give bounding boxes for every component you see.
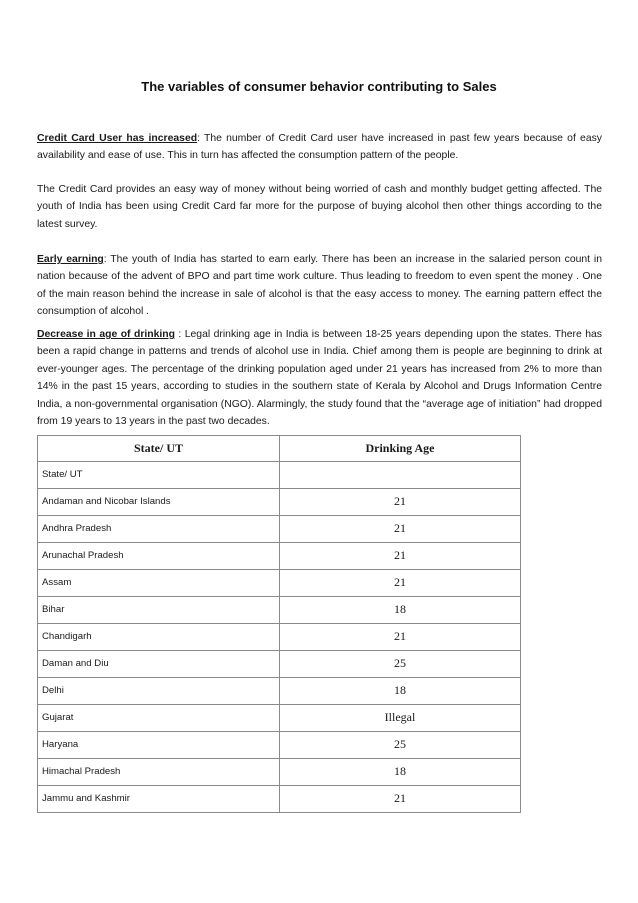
early-earning-heading: Early earning	[37, 254, 104, 265]
credit-card-paragraph-2: The Credit Card provides an easy way of money without being worried of cash and monthly budget getting affected. The youth of India has been using Credit Card far more for the purpose of buying alcohol then other things according to the latest survey.	[37, 184, 602, 230]
state-cell: Andaman and Nicobar Islands	[38, 489, 280, 516]
table-row	[38, 489, 521, 516]
drinking-age-text: : Legal drinking age in India is between 18-25 years depending upon the states. There has been a rapid change in patterns and trends of alcohol use in India. Chief among them is people are beginning to drink at ever-younger ages. The percentage of the drinking population aged under 21 years has increased from 2% to more than 14% in the past 15 years, according to studies in the southern state of Kerala by Alcohol and Drugs Information Centre India, a non-governmental organisation (NGO). Alarmingly, the study found that the “average age of initiation” had dropped from 19 years to 13 years in the past two decades.	[37, 329, 602, 428]
table-row	[38, 651, 521, 678]
state-cell: Himachal Pradesh	[38, 759, 280, 786]
state-cell: Chandigarh	[38, 624, 280, 651]
drinking-age-cell: 21	[280, 786, 521, 813]
state-cell: Jammu and Kashmir	[38, 786, 280, 813]
table-row	[38, 759, 521, 786]
table-row	[38, 732, 521, 759]
drinking-age-table	[37, 435, 521, 813]
state-cell: Arunachal Pradesh	[38, 543, 280, 570]
drinking-age-cell: 21	[280, 516, 521, 543]
table-row	[38, 624, 521, 651]
drinking-age-cell: 25	[280, 651, 521, 678]
state-cell: Haryana	[38, 732, 280, 759]
table-row	[38, 786, 521, 813]
table-header-row	[38, 436, 521, 462]
drinking-age-cell: 18	[280, 678, 521, 705]
credit-card-heading: Credit Card User has increased	[37, 133, 198, 144]
drinking-age-cell: 18	[280, 597, 521, 624]
table-row	[38, 570, 521, 597]
subheader-state: State/ UT	[38, 462, 280, 489]
header-drinking-age: Drinking Age	[280, 436, 521, 462]
drinking-age-cell: 21	[280, 570, 521, 597]
drinking-age-cell: 25	[280, 732, 521, 759]
drinking-age-paragraph	[37, 326, 602, 430]
early-earning-text: : The youth of India has started to earn early. There has been an increase in the salaried person count in nation because of the advent of BPO and part time work culture. Thus leading to freedom to even spent the money . One of the main reason behind the increase in sale of alcohol is that the easy access to money. The earning pattern effect the consumption of alcohol .	[37, 254, 602, 318]
state-cell: Bihar	[38, 597, 280, 624]
table-row	[38, 597, 521, 624]
page-title: The variables of consumer behavior contributing to Sales	[141, 79, 497, 94]
header-state: State/ UT	[38, 436, 280, 462]
state-cell: Gujarat	[38, 705, 280, 732]
table-row	[38, 543, 521, 570]
drinking-age-heading: Decrease in age of drinking	[37, 329, 175, 340]
state-cell: Daman and Diu	[38, 651, 280, 678]
subheader-age	[280, 462, 521, 489]
table-row	[38, 678, 521, 705]
drinking-age-cell: 21	[280, 624, 521, 651]
table-row	[38, 516, 521, 543]
credit-card-text: : The number of Credit Card user have increased in past few years because of easy availability and ease of use. This in turn has affected the consumption pattern of the people.	[37, 133, 602, 162]
drinking-age-cell: 21	[280, 489, 521, 516]
state-cell: Delhi	[38, 678, 280, 705]
table-subheader-row	[38, 462, 521, 489]
state-cell: Andhra Pradesh	[38, 516, 280, 543]
drinking-age-cell: 18	[280, 759, 521, 786]
drinking-age-cell: Illegal	[280, 705, 521, 732]
early-earning-paragraph	[37, 251, 602, 321]
credit-card-paragraph	[37, 130, 602, 165]
state-cell: Assam	[38, 570, 280, 597]
table-row	[38, 705, 521, 732]
drinking-age-cell: 21	[280, 543, 521, 570]
